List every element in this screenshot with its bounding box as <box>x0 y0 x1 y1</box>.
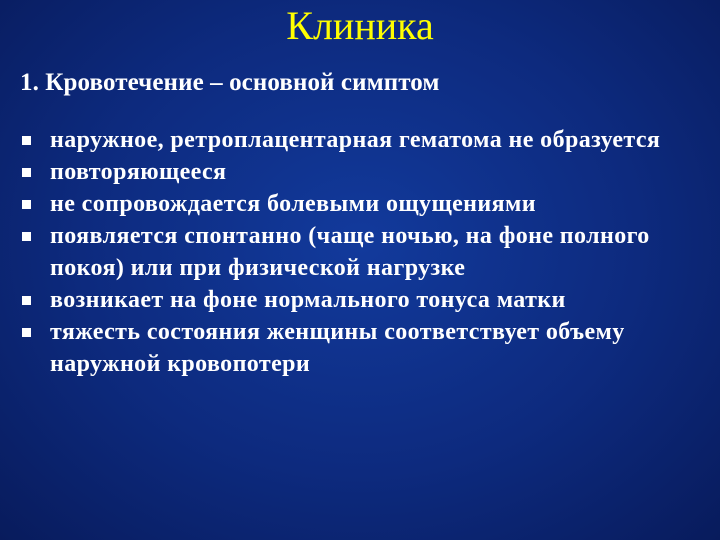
bullet-item <box>22 188 712 220</box>
bullet-text: наружное, ретроплацентарная гематома не образуется <box>50 127 661 153</box>
square-bullet-icon <box>22 136 31 145</box>
bullet-list <box>22 124 712 380</box>
bullet-text: тяжесть состояния женщины соответствует объему наружной кровопотери <box>50 319 625 377</box>
bullet-item <box>22 316 712 380</box>
bullet-text: появляется спонтанно (чаще ночью, на фоне полного покоя) или при физической нагрузке <box>50 223 650 281</box>
bullet-text: повторяющееся <box>50 159 227 185</box>
bullet-item <box>22 284 712 316</box>
square-bullet-icon <box>22 328 31 337</box>
slide-title: Клиника <box>286 3 434 48</box>
bullet-text: возникает на фоне нормального тонуса матки <box>50 287 566 313</box>
bullet-text: не сопровождается болевыми ощущениями <box>50 191 536 217</box>
square-bullet-icon <box>22 200 31 209</box>
square-bullet-icon <box>22 168 31 177</box>
slide-subtitle: 1. Кровотечение – основной симптом <box>20 69 440 96</box>
bullet-item <box>22 220 712 284</box>
square-bullet-icon <box>22 232 31 241</box>
bullet-item <box>22 124 712 156</box>
bullet-item <box>22 156 712 188</box>
square-bullet-icon <box>22 296 31 305</box>
